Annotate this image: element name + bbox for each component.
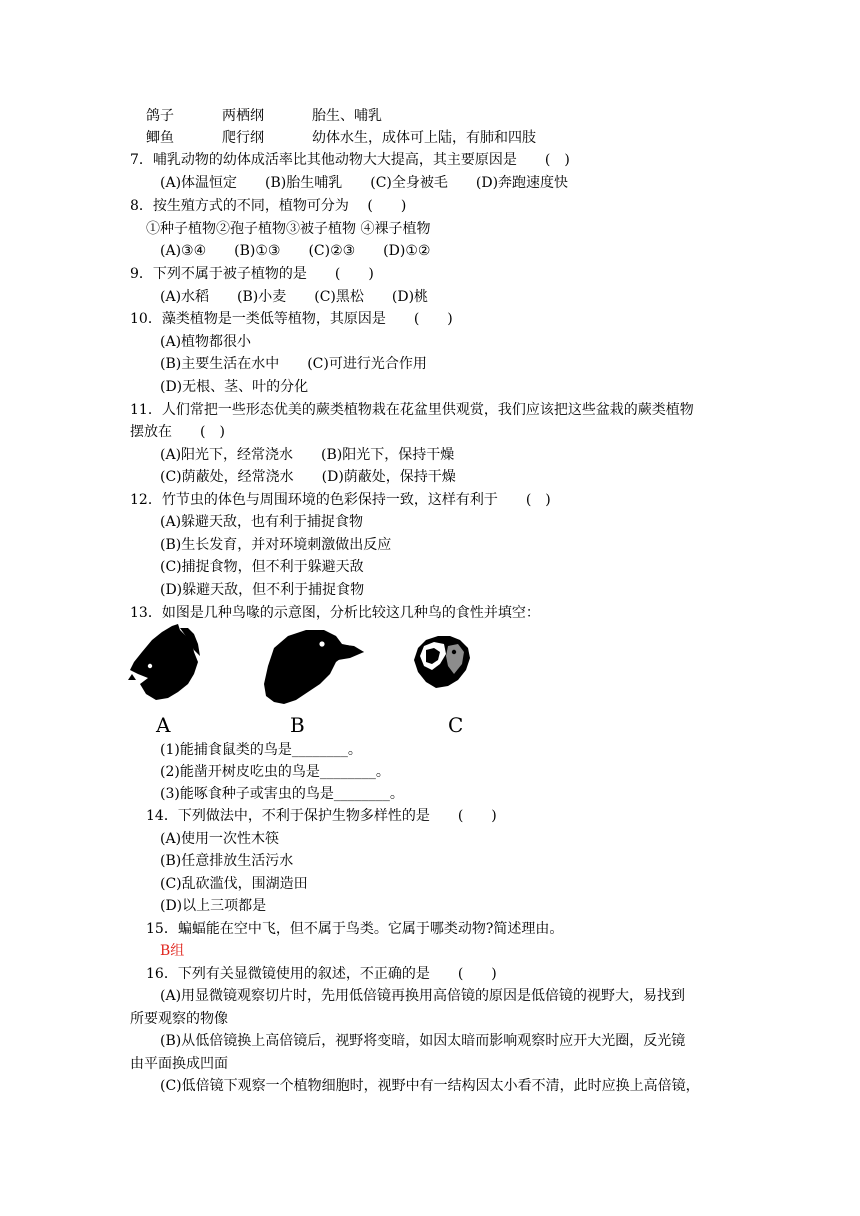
question-13-sub-2: (2)能凿开树皮吃虫的鸟是________。 <box>160 764 390 780</box>
question-14-option-d: (D)以上三项都是 <box>160 898 267 914</box>
question-14-option-c: (C)乱砍滥伐，围湖造田 <box>160 876 308 892</box>
question-11-stem: 11．人们常把一些形态优美的蕨类植物栽在花盆里供观赏，我们应该把这些盆栽的蕨类植物 <box>130 402 694 418</box>
table-row-class <box>222 106 264 126</box>
question-16-option-b-cont: 由平面换成凹面 <box>130 1056 228 1072</box>
question-10-option-d: (D)无根、茎、叶的分化 <box>160 379 309 395</box>
row-class: 爬行纲 <box>222 130 264 146</box>
question-16-option-c: (C)低倍镜下观察一个植物细胞时，视野中有一结构因太小看不清，此时应换上高倍镜， <box>160 1078 700 1094</box>
table-row <box>146 106 174 126</box>
question-9-options: (A)水稻 (B)小麦 (C)黑松 (D)桃 <box>160 289 429 305</box>
bird-label-c: C <box>448 713 464 737</box>
bird-beak-figure <box>128 622 488 740</box>
row-feature: 幼体水生，成体可上陆，有肺和四肢 <box>312 130 536 146</box>
bird-b-image <box>264 630 364 704</box>
question-10-option-bc: (B)主要生活在水中 (C)可进行光合作用 <box>160 356 427 372</box>
question-12-option-b: (B)生长发育，并对环境刺激做出反应 <box>160 537 392 553</box>
question-13-sub-3: (3)能啄食种子或害虫的鸟是________。 <box>160 786 404 802</box>
bird-a-image <box>128 624 200 700</box>
question-8-items: ①种子植物②孢子植物③被子植物 ④裸子植物 <box>146 221 431 237</box>
question-13-stem: 13．如图是几种鸟喙的示意图，分析比较这几种鸟的食性并填空： <box>130 605 540 621</box>
question-10-stem: 10．藻类植物是一类低等植物，其原因是 ( ) <box>130 311 453 327</box>
row-animal: 鲫鱼 <box>146 130 174 146</box>
table-row-class <box>222 128 264 148</box>
question-11-option-ab: (A)阳光下，经常浇水 (B)阳光下，保持干燥 <box>160 447 455 463</box>
question-16-option-b: (B)从低倍镜换上高倍镜后，视野将变暗，如因太暗而影响观察时应开大光圈，反光镜 <box>160 1033 686 1049</box>
bird-label-a: A <box>156 713 171 737</box>
question-9-stem: 9．下列不属于被子植物的是 ( ) <box>130 266 374 282</box>
group-b-heading: B组 <box>160 943 185 959</box>
question-13-sub-1: (1)能捕食鼠类的鸟是________。 <box>160 742 362 758</box>
table-row-feature <box>312 128 536 148</box>
question-12-option-a: (A)躲避天敌，也有利于捕捉食物 <box>160 514 364 530</box>
question-14-option-b: (B)任意排放生活污水 <box>160 853 294 869</box>
row-animal: 鸽子 <box>146 108 174 124</box>
question-7-options: (A)体温恒定 (B)胎生哺乳 (C)全身被毛 (D)奔跑速度快 <box>160 175 569 191</box>
question-8-options: (A)③④ (B)①③ (C)②③ (D)①② <box>160 243 431 259</box>
question-8-stem: 8．按生殖方式的不同，植物可分为 ( ) <box>130 198 407 214</box>
question-15-stem: 15．蝙蝠能在空中飞，但不属于鸟类。它属于哪类动物?简述理由。 <box>146 921 564 937</box>
table-row-feature <box>312 106 382 126</box>
table-row <box>146 128 174 148</box>
bird-c-image <box>414 636 470 688</box>
question-12-option-d: (D)躲避天敌，但不利于捕捉食物 <box>160 582 365 598</box>
question-14-stem: 14．下列做法中，不利于保护生物多样性的是 ( ) <box>146 808 497 824</box>
row-class: 两栖纲 <box>222 108 264 124</box>
question-16-stem: 16．下列有关显微镜使用的叙述，不正确的是 ( ) <box>146 966 497 982</box>
question-10-option-a: (A)植物都很小 <box>160 334 252 350</box>
question-11-stem-cont: 摆放在 ( ) <box>130 424 225 440</box>
question-7-stem: 7．哺乳动物的幼体成活率比其他动物大大提高，其主要原因是 ( ) <box>130 152 570 168</box>
question-16-option-a: (A)用显微镜观察切片时，先用低倍镜再换用高倍镜的原因是低倍镜的视野大，易找到 <box>160 988 686 1004</box>
question-11-option-cd: (C)荫蔽处，经常浇水 (D)荫蔽处，保持干燥 <box>160 469 456 485</box>
question-14-option-a: (A)使用一次性木筷 <box>160 831 280 847</box>
bird-label-b: B <box>290 713 305 737</box>
question-16-option-a-cont: 所要观察的物像 <box>130 1011 228 1027</box>
question-12-stem: 12．竹节虫的体色与周围环境的色彩保持一致，这样有利于 ( ) <box>130 492 551 508</box>
row-feature: 胎生、哺乳 <box>312 108 382 124</box>
question-12-option-c: (C)捕捉食物，但不利于躲避天敌 <box>160 559 364 575</box>
